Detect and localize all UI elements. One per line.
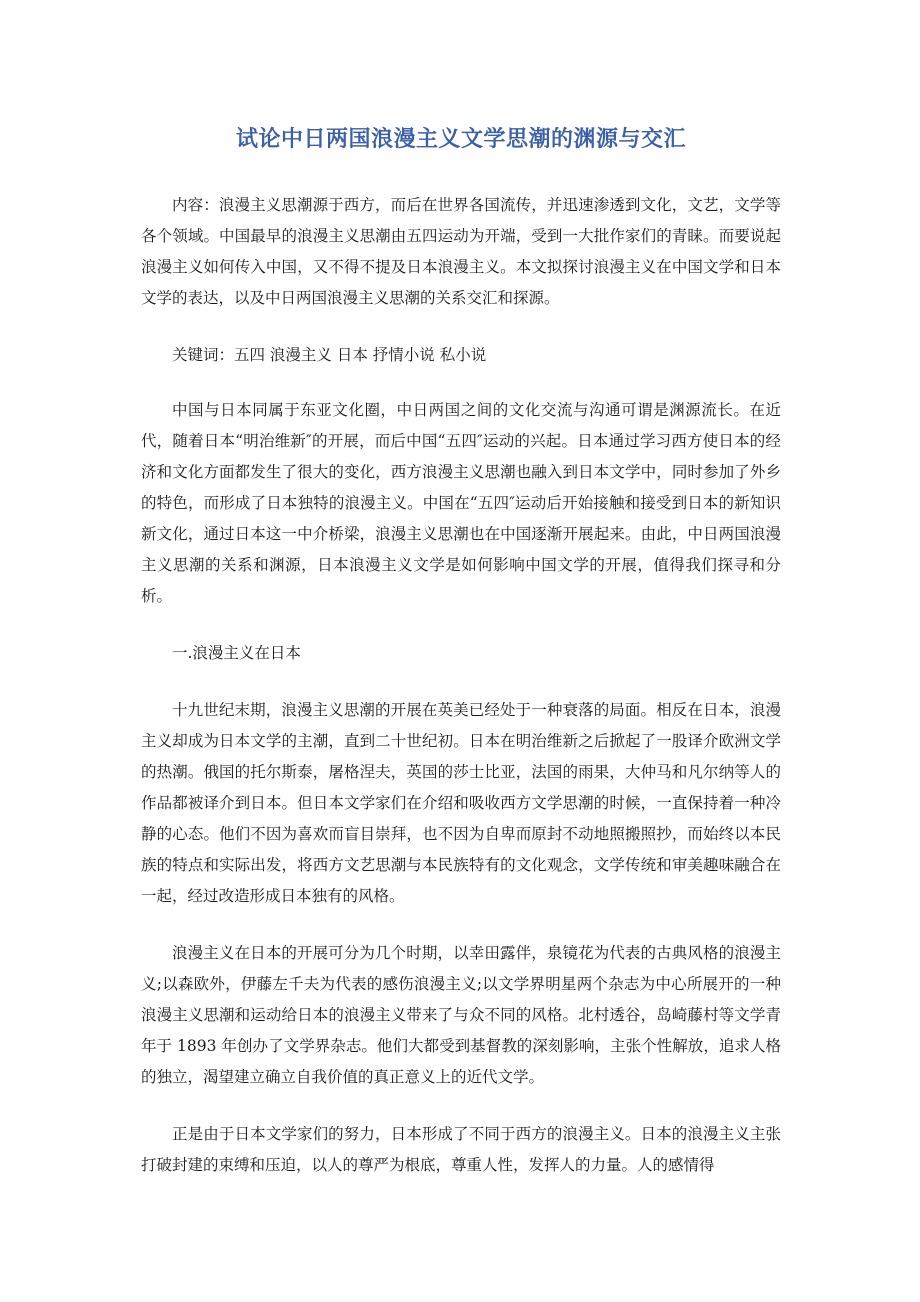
keywords-line: 关键词：五四 浪漫主义 日本 抒情小说 私小说: [172, 346, 487, 364]
document-title: 试论中日两国浪漫主义文学思潮的渊源与交汇: [235, 127, 686, 152]
intro-paragraph: 中国与日本同属于东亚文化圈，中日两国之间的文化交流与沟通可谓是渊源流长。在近代，随着日本“明治维新″的开展，而后中国“五四″运动的兴起。日本通过学习西方使日本的经济和文化方面都发生了很大的变化，西方浪漫主义思潮也融入到日本文学中，同时参加了外乡的特色，而形成了日本独特的浪漫主义。中国在“五四″运动后开始接触和接受到日本的新知识新文化，通过日本这一中介桥梁，浪漫主义思潮也在中国逐渐开展起来。由此，中日两国浪漫主义思潮的关系和渊源，日本浪漫主义文学是如何影响中国文学的开展，值得我们探寻和分析。: [141, 401, 781, 605]
document-page: [141, 118, 781, 1207]
abstract-paragraph: 内容：浪漫主义思潮源于西方，而后在世界各国流传，并迅速渗透到文化，文艺，文学等各个领域。中国最早的浪漫主义思潮由五四运动为开端，受到一大批作家们的青睐。而要说起浪漫主义如何传入中国，又不得不提及日本浪漫主义。本文拟探讨浪漫主义在中国文学和日本文学的表达，以及中日两国浪漫主义思潮的关系交汇和探源。: [141, 196, 781, 307]
section-heading: 一.浪漫主义在日本: [172, 644, 301, 662]
body-paragraph: 十九世纪末期，浪漫主义思潮的开展在英美已经处于一种衰落的局面。相反在日本，浪漫主义却成为日本文学的主潮，直到二十世纪初。日本在明治维新之后掀起了一股译介欧洲文学的热潮。俄国的托尔斯泰，屠格涅夫，英国的莎士比亚，法国的雨果，大仲马和凡尔纳等人的作品都被译介到日本。但日本文学家们在介绍和吸收西方文学思潮的时候，一直保持着一种冷静的心态。他们不因为喜欢而盲目崇拜，也不因为自卑而原封不动地照搬照抄，而始终以本民族的特点和实际出发，将西方文艺思潮与本民族特有的文化观念，文学传统和审美趣味融合在一起，经过改造形成日本独有的风格。: [141, 701, 781, 905]
body-paragraph: 正是由于日本文学家们的努力，日本形成了不同于西方的浪漫主义。日本的浪漫主义主张打破封建的束缚和压迫，以人的尊严为根底，尊重人性，发挥人的力量。人的感情得: [141, 1125, 781, 1174]
body-paragraph: 浪漫主义在日本的开展可分为几个时期，以幸田露伴，泉镜花为代表的古典风格的浪漫主义;以森欧外，伊藤左千夫为代表的感伤浪漫主义;以文学界明星两个杂志为中心所展开的一种浪漫主义思潮和运动给日本的浪漫主义带来了与众不同的风格。北村透谷，岛崎藤村等文学青年于 1893 年创办了文学界杂志。他们大都受到基督教的深刻影响，主张个性解放，追求人格的独立，渴望建立确立自我价值的真正意义上的近代文学。: [141, 944, 781, 1086]
